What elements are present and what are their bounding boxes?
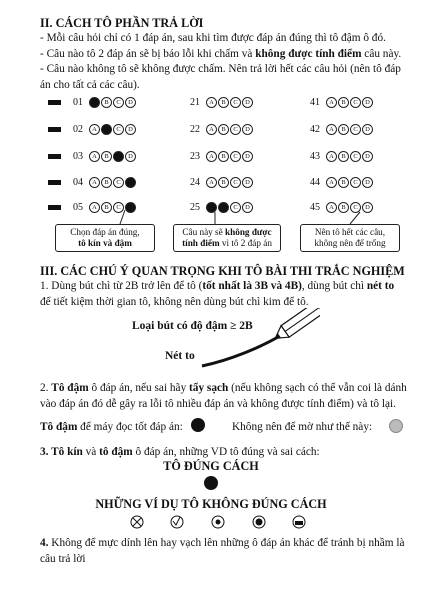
bubble-b[interactable]: B [338, 151, 349, 162]
bubble-d[interactable]: D [242, 177, 253, 188]
bubble-a[interactable]: A [326, 177, 337, 188]
bubble-c[interactable]: C [350, 202, 361, 213]
question-number: 03 [73, 150, 83, 162]
section-iii-title: III. CÁC CHÚ Ý QUAN TRỌNG KHI TÔ BÀI THI TRẮC NGHIỆM [40, 264, 405, 278]
point-3: 3. Tô kín và tô đậm ô đáp án, những VD tô đúng và sai cách: [40, 446, 320, 458]
bubble-b[interactable]: B [218, 202, 229, 213]
note-blank: Nên tô hết các câu, không nên để trống [300, 224, 400, 252]
correct-way-title: TÔ ĐÚNG CÁCH [163, 459, 259, 473]
point-4: 4. Không để mực dính lên hay vạch lên những ô đáp án khác để tránh bị nhầm là câu trả lời [40, 537, 405, 565]
bubble-b[interactable]: B [101, 97, 112, 108]
stroke-label: Nét to [165, 350, 195, 362]
bubble-a[interactable]: A [206, 151, 217, 162]
bubble-c[interactable]: C [113, 202, 124, 213]
bubble-b[interactable]: B [218, 177, 229, 188]
bubble-d[interactable]: D [242, 97, 253, 108]
bubble-b[interactable]: B [218, 124, 229, 135]
rule-2: - Câu nào tô 2 đáp án sẽ bị báo lỗi khi chấm và không được tính điểm câu này. [40, 47, 402, 60]
bubble-b[interactable]: B [338, 124, 349, 135]
question-number: 45 [310, 201, 320, 213]
check-mark-icon [171, 516, 183, 528]
bubble-d[interactable]: D [362, 97, 373, 108]
bubble-a[interactable]: A [206, 202, 217, 213]
bubble-a[interactable]: A [89, 124, 100, 135]
question-number: 24 [190, 176, 200, 188]
section-ii-title: II. CÁCH TÔ PHẦN TRẢ LỜI [40, 16, 204, 30]
bubble-a[interactable]: A [206, 177, 217, 188]
bubble-c[interactable]: C [230, 97, 241, 108]
bubble-a[interactable]: A [326, 151, 337, 162]
question-number: 05 [73, 201, 83, 213]
bubble-b[interactable]: B [101, 177, 112, 188]
bubble-b[interactable]: B [338, 97, 349, 108]
question-number: 23 [190, 150, 200, 162]
question-number: 21 [190, 96, 200, 108]
bubble-d[interactable]: D [242, 124, 253, 135]
bubble-b[interactable]: B [338, 177, 349, 188]
dark-fill-example-icon [191, 418, 205, 432]
bubble-a[interactable]: A [89, 202, 100, 213]
question-number: 43 [310, 150, 320, 162]
bubble-d[interactable]: D [362, 151, 373, 162]
question-number: 01 [73, 96, 83, 108]
question-number: 25 [190, 201, 200, 213]
bubble-c[interactable]: C [350, 151, 361, 162]
pencil-icon [190, 308, 320, 380]
note-correct: Chọn đáp án đúng, tô kín và đậm [55, 224, 155, 252]
bubble-c[interactable]: C [230, 124, 241, 135]
bubble-b[interactable]: B [218, 151, 229, 162]
question-number: 02 [73, 123, 83, 135]
cross-mark-icon [131, 516, 143, 528]
question-number: 41 [310, 96, 320, 108]
question-number: 42 [310, 123, 320, 135]
bubble-c[interactable]: C [230, 202, 241, 213]
bubble-d[interactable]: D [125, 124, 136, 135]
bubble-a[interactable]: A [206, 97, 217, 108]
bubble-d[interactable]: D [125, 177, 136, 188]
bubble-c[interactable]: C [350, 124, 361, 135]
correct-fill-icon [204, 476, 218, 490]
bubble-c[interactable]: C [113, 177, 124, 188]
bubble-b[interactable]: B [218, 97, 229, 108]
bubble-a[interactable]: A [326, 202, 337, 213]
bubble-d[interactable]: D [242, 151, 253, 162]
bubble-d[interactable]: D [362, 124, 373, 135]
bubble-a[interactable]: A [206, 124, 217, 135]
partial-fill-icon [253, 516, 265, 528]
faint-fill-example-icon [389, 419, 403, 433]
bubble-b[interactable]: B [101, 124, 112, 135]
bubble-c[interactable]: C [113, 151, 124, 162]
note-double: Câu này sẽ không được tính điểm vì tô 2 đáp án [173, 224, 281, 252]
question-number: 22 [190, 123, 200, 135]
bubble-d[interactable]: D [362, 177, 373, 188]
rule-3: - Câu nào không tô sẽ không được chấm. Nên trả lời hết các câu hỏi (nên tô đáp án cho tất cả các câu). [40, 63, 401, 91]
wrong-way-title: NHỮNG VÍ DỤ TÔ KHÔNG ĐÚNG CÁCH [95, 497, 327, 511]
half-fill-icon [293, 516, 305, 528]
pencil-label: Loại bút có độ đậm ≥ 2B [132, 320, 253, 332]
bubble-c[interactable]: C [230, 151, 241, 162]
rule-1: - Mỗi câu hỏi chỉ có 1 đáp án, sau khi tìm được đáp án đúng thì tô đậm ô đó. [40, 32, 386, 44]
bubble-c[interactable]: C [350, 177, 361, 188]
bubble-c[interactable]: C [113, 124, 124, 135]
bubble-d[interactable]: D [242, 202, 253, 213]
bubble-c[interactable]: C [113, 97, 124, 108]
bubble-c[interactable]: C [350, 97, 361, 108]
wrong-examples [125, 512, 325, 532]
bubble-a[interactable]: A [326, 124, 337, 135]
bubble-b[interactable]: B [101, 151, 112, 162]
callout-arrows [0, 0, 422, 260]
bubble-d[interactable]: D [362, 202, 373, 213]
bubble-b[interactable]: B [101, 202, 112, 213]
bold-fill-text: Tô đậm để máy đọc tốt đáp án: [40, 421, 183, 433]
bubble-c[interactable]: C [230, 177, 241, 188]
bubble-a[interactable]: A [89, 97, 100, 108]
bubble-d[interactable]: D [125, 202, 136, 213]
bubble-d[interactable]: D [125, 97, 136, 108]
faint-fill-text: Không nên để mờ như thế này: [232, 421, 373, 433]
question-number: 04 [73, 176, 83, 188]
bubble-a[interactable]: A [89, 177, 100, 188]
bubble-b[interactable]: B [338, 202, 349, 213]
point-1: 1. Dùng bút chì từ 2B trở lên để tô (tốt nhất là 3B và 4B), dùng bút chì nét to để tiết kiệm thời gian tô, không nên dùng bút chì kim để tô. [40, 280, 395, 308]
question-number: 44 [310, 176, 320, 188]
bubble-a[interactable]: A [89, 151, 100, 162]
point-2: 2. Tô đậm ô đáp án, nếu sai hãy tẩy sạch (nếu không sạch có thể vẫn coi là dánh vào đáp án đó dễ gây ra lỗi tô nhiều đáp án và không được tính điểm) và tô lại. [40, 382, 407, 410]
dot-mark-icon [212, 516, 224, 528]
bubble-d[interactable]: D [125, 151, 136, 162]
bubble-a[interactable]: A [326, 97, 337, 108]
